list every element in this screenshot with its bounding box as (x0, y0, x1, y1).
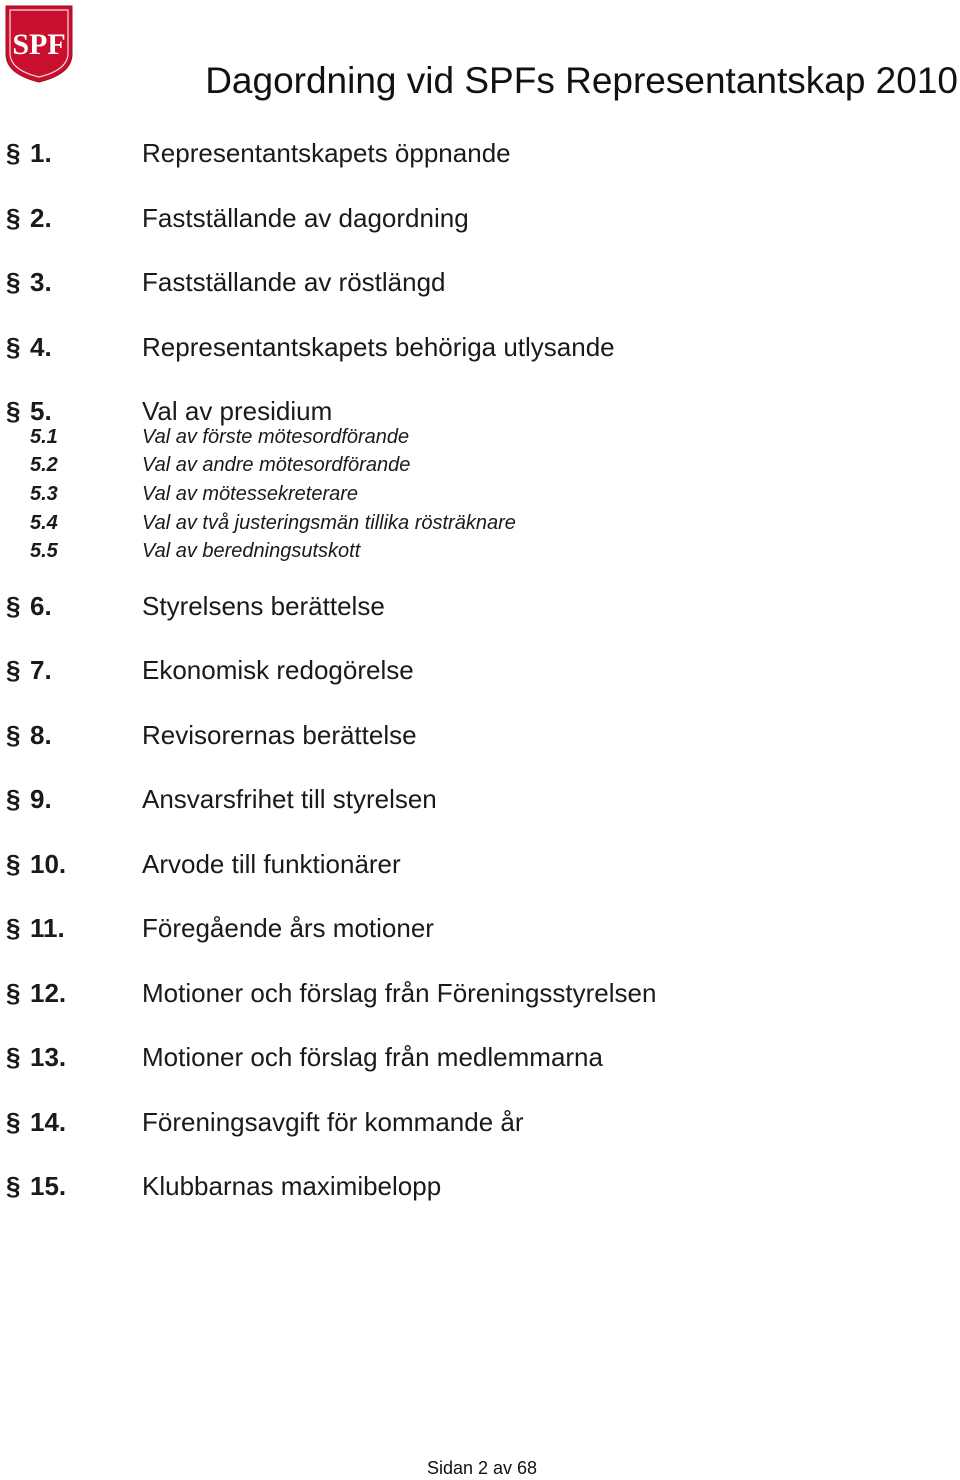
agenda-item (0, 905, 960, 970)
agenda-item-number: 12. (30, 977, 67, 1008)
agenda-item (0, 647, 960, 712)
agenda-item-label: Fastställande av dagordning (142, 202, 469, 233)
agenda-item-number: 7. (30, 655, 52, 686)
agenda-subitem (0, 423, 960, 452)
agenda-subitem-number: 5.2 (30, 454, 58, 477)
agenda-item-number: 4. (30, 331, 52, 362)
agenda-item-label: Arvode till funktionärer (142, 848, 401, 879)
section-symbol: § (6, 1171, 21, 1202)
agenda-item-label: Ansvarsfrihet till styrelsen (142, 784, 437, 815)
agenda-item-label: Val av presidium (142, 396, 333, 426)
agenda-item-label: Representantskapets öppnande (142, 138, 511, 168)
agenda-item (0, 841, 960, 906)
agenda-item-label: Ekonomisk redogörelse (142, 655, 414, 686)
agenda-subitem-label: Val av förste mötesordförande (142, 425, 410, 448)
section-symbol: § (6, 1106, 21, 1137)
agenda-subitem-label: Val av mötessekreterare (142, 482, 359, 505)
agenda-item-label: Fastställande av röstlängd (142, 267, 446, 297)
section-symbol: § (6, 1042, 21, 1073)
section-symbol: § (6, 267, 21, 297)
agenda-item-number: 1. (30, 138, 52, 168)
section-symbol: § (6, 784, 21, 815)
agenda-item-number: 8. (30, 719, 52, 750)
agenda-subitem-label: Val av beredningsutskott (142, 540, 361, 563)
agenda-subitem (0, 537, 960, 566)
agenda-subitem-group (0, 423, 960, 566)
section-symbol: § (6, 138, 21, 168)
agenda-item-label: Representantskapets behöriga utlysande (142, 331, 615, 362)
agenda-item-number: 5. (30, 396, 52, 426)
section-symbol: § (6, 655, 21, 686)
section-symbol: § (6, 331, 21, 362)
logo-lettering: SPF (12, 28, 66, 61)
agenda-item (0, 1163, 960, 1228)
agenda-item (0, 1034, 960, 1099)
agenda-subitem (0, 480, 960, 509)
agenda-subitem-number: 5.5 (30, 540, 58, 563)
spf-shield-icon (4, 4, 74, 84)
agenda-subitem-number: 5.4 (30, 511, 58, 534)
agenda-item-label: Revisorernas berättelse (142, 719, 417, 750)
agenda-item-number: 15. (30, 1171, 67, 1202)
section-symbol: § (6, 913, 21, 944)
agenda-subitem-number: 5.3 (30, 482, 58, 505)
agenda-item-number: 11. (30, 913, 65, 944)
page-title: Dagordning vid SPFs Representantskap 2010 (205, 60, 958, 101)
agenda-item-label: Föregående års motioner (142, 913, 434, 944)
agenda-item (0, 583, 960, 648)
agenda-item-number: 3. (30, 267, 52, 297)
agenda-item (0, 130, 960, 195)
agenda-item (0, 324, 960, 389)
agenda-item (0, 712, 960, 777)
section-symbol: § (6, 719, 21, 750)
agenda-item-label: Klubbarnas maximibelopp (142, 1171, 442, 1202)
agenda-subitem (0, 509, 960, 538)
section-symbol: § (6, 202, 21, 233)
agenda-subitem-label: Val av två justeringsmän tillika rösträknare (142, 511, 516, 534)
section-symbol: § (6, 848, 21, 879)
agenda-item-number: 6. (30, 590, 52, 621)
agenda-item-label: Styrelsens berättelse (142, 590, 385, 621)
agenda-item (0, 259, 960, 324)
agenda-item (0, 1099, 960, 1164)
page-number: Sidan 2 av 68 (426, 1458, 538, 1478)
section-symbol: § (6, 590, 21, 621)
agenda-list (0, 130, 960, 1228)
agenda-item-number: 10. (30, 848, 67, 879)
agenda-subitem-label: Val av andre mötesordförande (142, 454, 411, 477)
agenda-item-label: Motioner och förslag från medlemmarna (142, 1042, 603, 1073)
agenda-item-number: 14. (30, 1106, 67, 1137)
agenda-item-label: Motioner och förslag från Föreningsstyrelsen (142, 977, 657, 1008)
agenda-item (0, 195, 960, 260)
spf-logo (4, 4, 74, 84)
section-symbol: § (6, 396, 21, 426)
agenda-item-number: 9. (30, 784, 52, 815)
agenda-item-number: 13. (30, 1042, 67, 1073)
agenda-item-number: 2. (30, 202, 52, 233)
agenda-item (0, 970, 960, 1035)
section-symbol: § (6, 977, 21, 1008)
agenda-item-label: Föreningsavgift för kommande år (142, 1106, 524, 1137)
agenda-subitem (0, 451, 960, 480)
agenda-subitem-number: 5.1 (30, 425, 58, 448)
agenda-item (0, 776, 960, 841)
